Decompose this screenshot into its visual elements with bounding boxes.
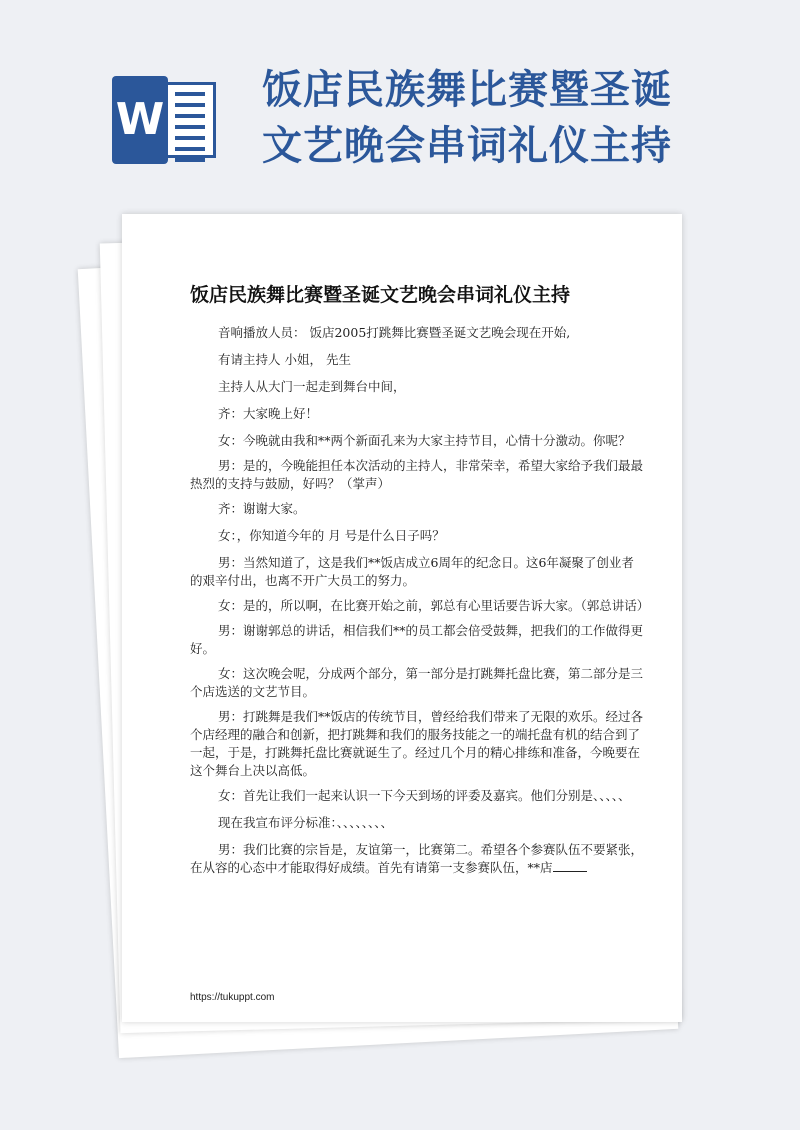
paragraph: 现在我宣布评分标准：、、、、、、、、 — [218, 815, 394, 830]
paragraph: 男：是的，今晚能担任本次活动的主持人，非常荣幸，希望大家给予我们最最热烈的支持与鼓励，好吗？（掌声） — [190, 458, 644, 491]
paragraph: 男：当然知道了，这是我们**饭店成立6周年的纪念日。这6年凝聚了创业者的艰辛付出，也离不开广大员工的努力。 — [190, 555, 634, 588]
paragraph: 女：，你知道今年的 月 号是什么日子吗？ — [218, 528, 445, 543]
paragraph: 女：是的，所以啊，在比赛开始之前，郭总有心里话要告诉大家。（郭总讲话） — [218, 598, 650, 613]
paragraph-last — [190, 841, 645, 877]
document-body — [190, 324, 650, 877]
paragraph-text: 男：我们比赛的宗旨是，友谊第一，比赛第二。希望各个参赛队伍不要紧张，在从容的心态中才能取得好成绩。首先有请第一支参赛队伍，**店 — [190, 842, 644, 875]
paragraph: 男：打跳舞是我们**饭店的传统节目，曾经给我们带来了无限的欢乐。经过各个店经理的融合和创新，把打跳舞和我们的服务技能之一的端托盘有机的结合到了一起，于是，打跳舞托盘比赛就诞生了。经过几个月的精心排练和准备，今晚要在这个舞台上决以高低。 — [190, 709, 644, 778]
document-title: 饭店民族舞比赛暨圣诞文艺晚会串词礼仪主持 — [190, 284, 571, 306]
word-badge: W — [112, 76, 168, 164]
header — [0, 0, 800, 210]
paragraph: 女：这次晚会呢，分成两个部分，第一部分是打跳舞托盘比赛，第二部分是三个店选送的文艺节目。 — [190, 666, 644, 699]
paragraph: 齐：谢谢大家。 — [218, 501, 306, 516]
paragraph: 有请主持人 小姐， 先生 — [218, 352, 351, 367]
banner-title-line2: 文艺晚会串词礼仪主持 — [262, 123, 672, 169]
footer-url: https://tukuppt.com — [190, 992, 275, 1003]
paragraph: 音响播放人员： 饭店2005打跳舞比赛暨圣诞文艺晚会现在开始, — [218, 325, 571, 340]
banner-title — [262, 62, 702, 174]
paragraph: 男：谢谢郭总的讲话，相信我们**的员工都会倍受鼓舞，把我们的工作做得更好。 — [190, 623, 644, 656]
paragraph: 女：首先让我们一起来认识一下今天到场的评委及嘉宾。他们分别是、、、、、 — [218, 788, 631, 803]
paragraph: 齐：大家晚上好！ — [218, 406, 319, 421]
word-document-icon — [112, 76, 220, 164]
paragraph: 女：今晚就由我和**两个新面孔来为大家主持节目，心情十分激动。你呢？ — [218, 433, 631, 448]
banner-title-line1: 饭店民族舞比赛暨圣诞 — [262, 67, 672, 113]
paragraph: 主持人从大门一起走到舞台中间， — [218, 379, 406, 394]
fill-in-blank — [553, 871, 587, 872]
